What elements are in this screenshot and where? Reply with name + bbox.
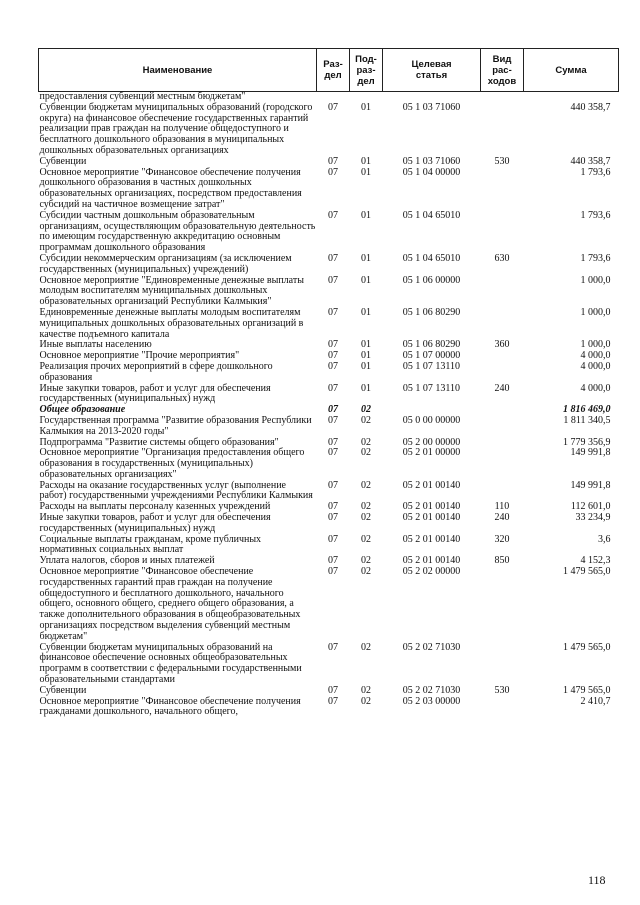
row-target: 05 1 04 65010 xyxy=(402,209,461,221)
row-subsection: 01 xyxy=(361,166,371,178)
row-expense-type xyxy=(481,416,524,438)
row-subsection: 01 xyxy=(361,339,371,351)
row-expense-type: 240 xyxy=(494,382,510,394)
row-subsection: 02 xyxy=(361,684,371,696)
row-amount: 4 000,0 xyxy=(580,350,611,362)
row-amount: 3,6 xyxy=(598,533,611,545)
page-number: 118 xyxy=(588,873,606,887)
row-section: 07 xyxy=(328,533,338,545)
row-target: 05 2 01 00140 xyxy=(402,479,461,491)
row-target: 05 1 03 71060 xyxy=(402,155,461,167)
row-subsection: 02 xyxy=(361,414,371,426)
row-name: Подпрограмма "Развитие системы общего образования" xyxy=(39,436,279,448)
row-target: 05 2 02 71030 xyxy=(402,641,461,653)
row-target: 05 2 01 00140 xyxy=(402,555,461,567)
row-section: 07 xyxy=(328,414,338,426)
row-expense-type xyxy=(481,481,524,503)
row-target: 05 1 07 13110 xyxy=(402,360,461,372)
row-expense-type xyxy=(481,643,524,686)
row-amount: 1 000,0 xyxy=(580,274,611,286)
row-target: 05 2 03 00000 xyxy=(402,695,461,707)
row-section: 07 xyxy=(328,404,338,416)
row-amount: 2 410,7 xyxy=(580,695,611,707)
row-section: 07 xyxy=(328,479,338,491)
row-target: 05 2 01 00000 xyxy=(402,447,461,459)
row-name: Субвенции xyxy=(39,155,87,167)
row-expense-type xyxy=(481,211,524,254)
row-name: Иные выплаты населению xyxy=(39,339,152,351)
row-expense-type xyxy=(481,308,524,340)
row-subsection: 02 xyxy=(361,447,371,459)
row-expense-type: 630 xyxy=(494,252,510,264)
row-name: Основное мероприятие "Финансовое обеспечение государственных гарантий прав граждан на получение общедоступного и бесплатного дошкольного, начального общего, основного общего, среднего общего образования, а также дополнительного образования в общеобразовательных организациях посредством выделения субвенций местным бюджетам" xyxy=(39,566,301,642)
row-name: Общее образование xyxy=(39,404,126,416)
row-amount: 1 811 340,5 xyxy=(563,414,611,426)
table-row xyxy=(39,308,619,340)
table-row xyxy=(39,513,619,535)
row-expense-type: 240 xyxy=(494,512,510,524)
row-name: Государственная программа "Развитие образования Республики Калмыкия на 2013-2020 годы" xyxy=(39,414,312,437)
row-target: 05 2 01 00140 xyxy=(402,501,461,513)
row-amount: 1 000,0 xyxy=(580,306,611,318)
row-subsection: 01 xyxy=(361,101,371,113)
row-subsection: 02 xyxy=(361,436,371,448)
row-expense-type xyxy=(481,168,524,211)
table-row xyxy=(39,643,619,686)
row-section: 07 xyxy=(328,350,338,362)
row-amount: 1 779 356,9 xyxy=(563,436,611,448)
table-row xyxy=(39,362,619,384)
row-section: 07 xyxy=(328,252,338,264)
row-amount: 112 601,0 xyxy=(570,501,611,513)
row-expense-type xyxy=(481,362,524,384)
row-subsection: 01 xyxy=(361,360,371,372)
row-section: 07 xyxy=(328,447,338,459)
table-row xyxy=(39,416,619,438)
row-expense-type xyxy=(481,567,524,643)
row-amount: 440 358,7 xyxy=(570,155,611,167)
row-amount: 1 816 469,0 xyxy=(563,404,611,416)
row-section: 07 xyxy=(328,306,338,318)
row-name: Субвенции бюджетам муниципальных образований (городского округа) на финансовое обеспечение государственных гарантий реализации прав граждан на получение общедоступного и бесплатного дошкольного образования в муниципальных дошкольных образовательных организациях xyxy=(39,101,313,156)
row-name: Основное мероприятие "Прочие мероприятия" xyxy=(39,350,240,362)
row-amount: 1 479 565,0 xyxy=(563,684,611,696)
row-name: Иные закупки товаров, работ и услуг для обеспечения государственных (муниципальных) нужд xyxy=(39,382,271,405)
row-name: Уплата налогов, сборов и иных платежей xyxy=(39,555,215,567)
col-amount-header: Сумма xyxy=(524,49,619,92)
row-name: Расходы на выплаты персоналу казенных учреждений xyxy=(39,501,271,513)
budget-table-sheet xyxy=(38,48,618,718)
row-amount: 1 479 565,0 xyxy=(563,566,611,578)
row-expense-type xyxy=(481,92,524,103)
row-expense-type xyxy=(481,438,524,449)
row-subsection: 02 xyxy=(361,533,371,545)
row-section: 07 xyxy=(328,501,338,513)
table-row xyxy=(39,697,619,719)
row-name: Субсидии некоммерческим организациям (за исключением государственных (муниципальных) учреждений) xyxy=(39,252,292,275)
row-subsection: 01 xyxy=(361,306,371,318)
row-amount: 4 000,0 xyxy=(580,360,611,372)
table-row xyxy=(39,211,619,254)
row-target: 05 1 06 00000 xyxy=(402,274,461,286)
row-expense-type xyxy=(481,103,524,157)
table-row xyxy=(39,168,619,211)
row-name: Субвенции xyxy=(39,684,87,696)
col-name-header: Наименование xyxy=(39,49,317,92)
row-subsection: 01 xyxy=(361,209,371,221)
row-target: 05 1 07 00000 xyxy=(402,350,461,362)
row-name: Основное мероприятие "Финансовое обеспечение получения гражданами дошкольного, начального общего, xyxy=(39,695,301,718)
row-section: 07 xyxy=(328,360,338,372)
row-expense-type xyxy=(481,351,524,362)
table-header xyxy=(39,49,619,92)
row-subsection: 02 xyxy=(361,404,371,416)
row-amount: 4 000,0 xyxy=(580,382,611,394)
row-name: Основное мероприятие "Финансовое обеспечение получения дошкольного образования в частных дошкольных образовательных организациях, посредством предоставления субсидий на частичное возмещение затрат" xyxy=(39,166,302,210)
table-body xyxy=(39,92,619,719)
row-amount: 1 793,6 xyxy=(580,166,611,178)
row-expense-type xyxy=(481,448,524,480)
row-section: 07 xyxy=(328,684,338,696)
row-expense-type: 530 xyxy=(494,155,510,167)
row-subsection: 01 xyxy=(361,350,371,362)
row-amount: 4 152,3 xyxy=(580,555,611,567)
row-section: 07 xyxy=(328,382,338,394)
col-subsection-header: Под- раз- дел xyxy=(350,49,383,92)
row-target: 05 1 06 80290 xyxy=(402,339,461,351)
row-section: 07 xyxy=(328,274,338,286)
table-row xyxy=(39,535,619,557)
row-target: 05 2 01 00140 xyxy=(402,512,461,524)
row-name: предоставления субвенций местным бюджетам" xyxy=(39,91,246,102)
row-expense-type: 320 xyxy=(494,533,510,545)
row-section: 07 xyxy=(328,641,338,653)
row-target: 05 1 03 71060 xyxy=(402,101,461,113)
row-name: Реализация прочих мероприятий в сфере дошкольного образования xyxy=(39,360,273,383)
row-amount: 1 479 565,0 xyxy=(563,641,611,653)
row-expense-type xyxy=(481,276,524,308)
row-section: 07 xyxy=(328,339,338,351)
row-subsection: 01 xyxy=(361,382,371,394)
row-target: 05 2 00 00000 xyxy=(402,436,461,448)
row-expense-type xyxy=(481,697,524,719)
table-row xyxy=(39,384,619,406)
row-section: 07 xyxy=(328,166,338,178)
row-amount: 440 358,7 xyxy=(570,101,611,113)
row-section: 07 xyxy=(328,436,338,448)
table-row xyxy=(39,254,619,276)
row-section: 07 xyxy=(328,566,338,578)
row-name: Единовременные денежные выплаты молодым воспитателям муниципальных дошкольных образовательных организаций в качестве подъемного капитала xyxy=(39,306,304,340)
row-target: 05 1 04 65010 xyxy=(402,252,461,264)
row-section: 07 xyxy=(328,209,338,221)
table-row xyxy=(39,157,619,168)
row-section: 07 xyxy=(328,695,338,707)
row-subsection: 02 xyxy=(361,555,371,567)
row-section: 07 xyxy=(328,155,338,167)
row-subsection: 02 xyxy=(361,641,371,653)
row-subsection: 02 xyxy=(361,479,371,491)
table-row xyxy=(39,481,619,503)
row-subsection: 02 xyxy=(361,512,371,524)
row-target: 05 2 02 71030 xyxy=(402,684,461,696)
row-expense-type: 110 xyxy=(494,501,510,513)
row-target: 05 2 02 00000 xyxy=(402,566,461,578)
row-expense-type: 360 xyxy=(494,339,510,351)
table-row xyxy=(39,276,619,308)
row-name: Расходы на оказание государственных услуг (выполнение работ) государственными учреждениями Республики Калмыкия xyxy=(39,479,313,502)
row-name: Субсидии частным дошкольным образовательным организациям, осуществляющим образовательную деятельность по имеющим государственную аккредитацию основным программам дошкольного образования xyxy=(39,209,316,254)
row-name: Субвенции бюджетам муниципальных образований на финансовое обеспечение основных общеобразовательных программ в соответствии с федеральными государственными образовательными стандартами xyxy=(39,641,302,686)
table-row xyxy=(39,567,619,643)
row-target: 05 2 01 00140 xyxy=(402,533,461,545)
row-target: 05 1 07 13110 xyxy=(402,382,461,394)
col-expense-type-header: Вид рас- ходов xyxy=(481,49,524,92)
row-expense-type: 850 xyxy=(494,555,510,567)
row-name: Социальные выплаты гражданам, кроме публичных нормативных социальных выплат xyxy=(39,533,262,556)
row-amount: 1 793,6 xyxy=(580,209,611,221)
row-subsection: 01 xyxy=(361,252,371,264)
row-section: 07 xyxy=(328,101,338,113)
col-section-header: Раз- дел xyxy=(317,49,350,92)
row-amount: 1 000,0 xyxy=(580,339,611,351)
row-expense-type xyxy=(481,405,524,416)
row-amount: 33 234,9 xyxy=(575,512,611,524)
row-amount: 149 991,8 xyxy=(570,447,611,459)
row-section: 07 xyxy=(328,555,338,567)
row-target: 05 1 06 80290 xyxy=(402,306,461,318)
row-name: Иные закупки товаров, работ и услуг для обеспечения государственных (муниципальных) нужд xyxy=(39,512,271,534)
row-subsection: 01 xyxy=(361,274,371,286)
row-target: 05 1 04 00000 xyxy=(402,166,461,178)
budget-table xyxy=(38,48,619,718)
row-name: Основное мероприятие "Единовременные денежные выплаты молодым воспитателям муниципальных дошкольных образовательных организаций Республики Калмыкия" xyxy=(39,274,304,308)
row-subsection: 02 xyxy=(361,566,371,578)
row-amount: 1 793,6 xyxy=(580,252,611,264)
row-target: 05 0 00 00000 xyxy=(402,414,461,426)
row-amount: 149 991,8 xyxy=(570,479,611,491)
row-subsection: 02 xyxy=(361,501,371,513)
row-section: 07 xyxy=(328,512,338,524)
row-subsection: 01 xyxy=(361,155,371,167)
row-expense-type: 530 xyxy=(494,684,510,696)
col-target-header: Целевая статья xyxy=(383,49,481,92)
table-row xyxy=(39,103,619,157)
table-row xyxy=(39,448,619,480)
table-row xyxy=(39,686,619,697)
row-subsection: 02 xyxy=(361,695,371,707)
row-name: Основное мероприятие "Организация предоставления общего образования в государственных (муниципальных) образовательных организациях" xyxy=(39,447,305,480)
